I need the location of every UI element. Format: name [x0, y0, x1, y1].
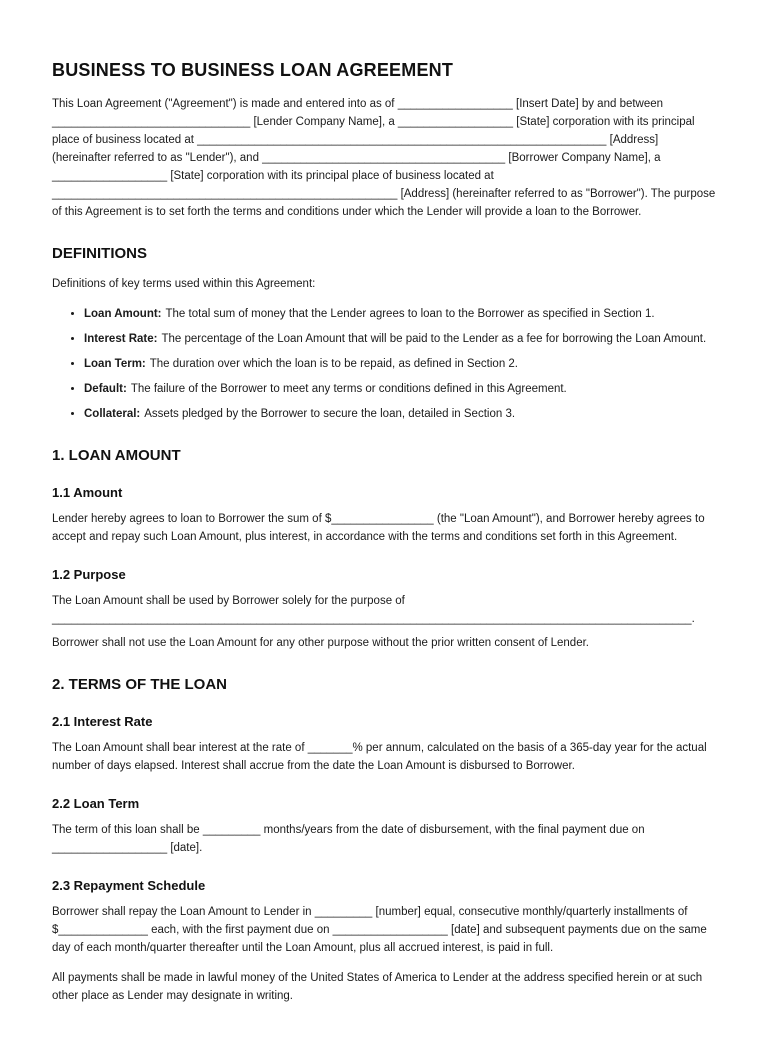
definition-item: [84, 405, 718, 423]
section-1-2-heading: 1.2 Purpose: [52, 567, 126, 582]
definition-term: Collateral:: [84, 408, 141, 420]
section-1-heading: 1. LOAN AMOUNT: [52, 447, 181, 464]
definition-item: [84, 355, 718, 373]
section-2-heading: 2. TERMS OF THE LOAN: [52, 676, 228, 693]
definitions-heading: DEFINITIONS: [52, 245, 148, 262]
definition-term: Loan Term:: [84, 358, 146, 370]
definition-term: Loan Amount:: [84, 308, 162, 320]
intro-paragraph: This Loan Agreement ("Agreement") is made and entered into as of __________________ [Insert Date] by and between _______________________________ [Lender Company Name], a __________________ [State] corporation with its principal place of business located at ________________________________________________________________ [Address] (hereinafter referred to as "Lender"), and ______________________________________ [Borrower Company Name], a __________________ [State] corporation with its principal place of business located at ______________________________________________________ [Address] (hereinafter referred to as "Borrower"). The purpose of this Agreement is to set forth the terms and conditions under which the Lender will provide a loan to the Borrower.: [52, 98, 716, 218]
lawful-money-paragraph: All payments shall be made in lawful money of the United States of America to Lender at the address specified herein or at such other place as Lender may designate in writing.: [52, 972, 703, 1002]
section-2-2-heading: 2.2 Loan Term: [52, 796, 140, 811]
section-2-1-heading: 2.1 Interest Rate: [52, 714, 153, 729]
definition-desc: Assets pledged by the Borrower to secure the loan, detailed in Section 3.: [144, 408, 516, 420]
amount-paragraph: Lender hereby agrees to loan to Borrower the sum of $________________ (the "Loan Amount"), and Borrower hereby agrees to accept and repay such Loan Amount, plus interest, in accordance with the terms and conditions set forth in this Agreement.: [52, 513, 705, 543]
section-1-1-heading: 1.1 Amount: [52, 485, 123, 500]
purpose-text: The Loan Amount shall be used by Borrower solely for the purpose of: [52, 595, 405, 607]
purpose-blank-line: ____________________________________________________________________________________________________.: [52, 613, 695, 625]
definition-desc: The percentage of the Loan Amount that will be paid to the Lender as a fee for borrowing the Loan Amount.: [161, 333, 707, 345]
definition-item: [84, 305, 718, 323]
purpose-restriction-paragraph: Borrower shall not use the Loan Amount for any other purpose without the prior written consent of Lender.: [52, 637, 589, 649]
document-title: BUSINESS TO BUSINESS LOAN AGREEMENT: [52, 60, 454, 80]
definition-item: [84, 380, 718, 398]
definition-term: Default:: [84, 383, 127, 395]
definition-item: [84, 330, 718, 348]
definition-desc: The duration over which the loan is to be repaid, as defined in Section 2.: [149, 358, 518, 370]
section-2-3-heading: 2.3 Repayment Schedule: [52, 878, 206, 893]
repayment-schedule-paragraph: Borrower shall repay the Loan Amount to Lender in _________ [number] equal, consecutive monthly/quarterly installments of $______________ each, with the first payment due on __________________ [date] and subsequent payments due on the same day of each month/quarter thereafter until the Loan Amount, plus all accrued interest, is paid in full.: [52, 906, 707, 954]
definitions-list: [52, 305, 718, 423]
definition-desc: The failure of the Borrower to meet any terms or conditions defined in this Agreement.: [130, 383, 567, 395]
purpose-paragraph: [52, 592, 718, 628]
loan-term-paragraph: The term of this loan shall be _________ months/years from the date of disbursement, with the final payment due on __________________ [date].: [52, 824, 645, 854]
interest-rate-paragraph: The Loan Amount shall bear interest at the rate of _______% per annum, calculated on the basis of a 365-day year for the actual number of days elapsed. Interest shall accrue from the date the Loan Amount is disbursed to Borrower.: [52, 742, 707, 772]
definition-desc: The total sum of money that the Lender agrees to loan to the Borrower as specified in Section 1.: [165, 308, 655, 320]
definitions-lead: Definitions of key terms used within this Agreement:: [52, 278, 316, 290]
definition-term: Interest Rate:: [84, 333, 158, 345]
